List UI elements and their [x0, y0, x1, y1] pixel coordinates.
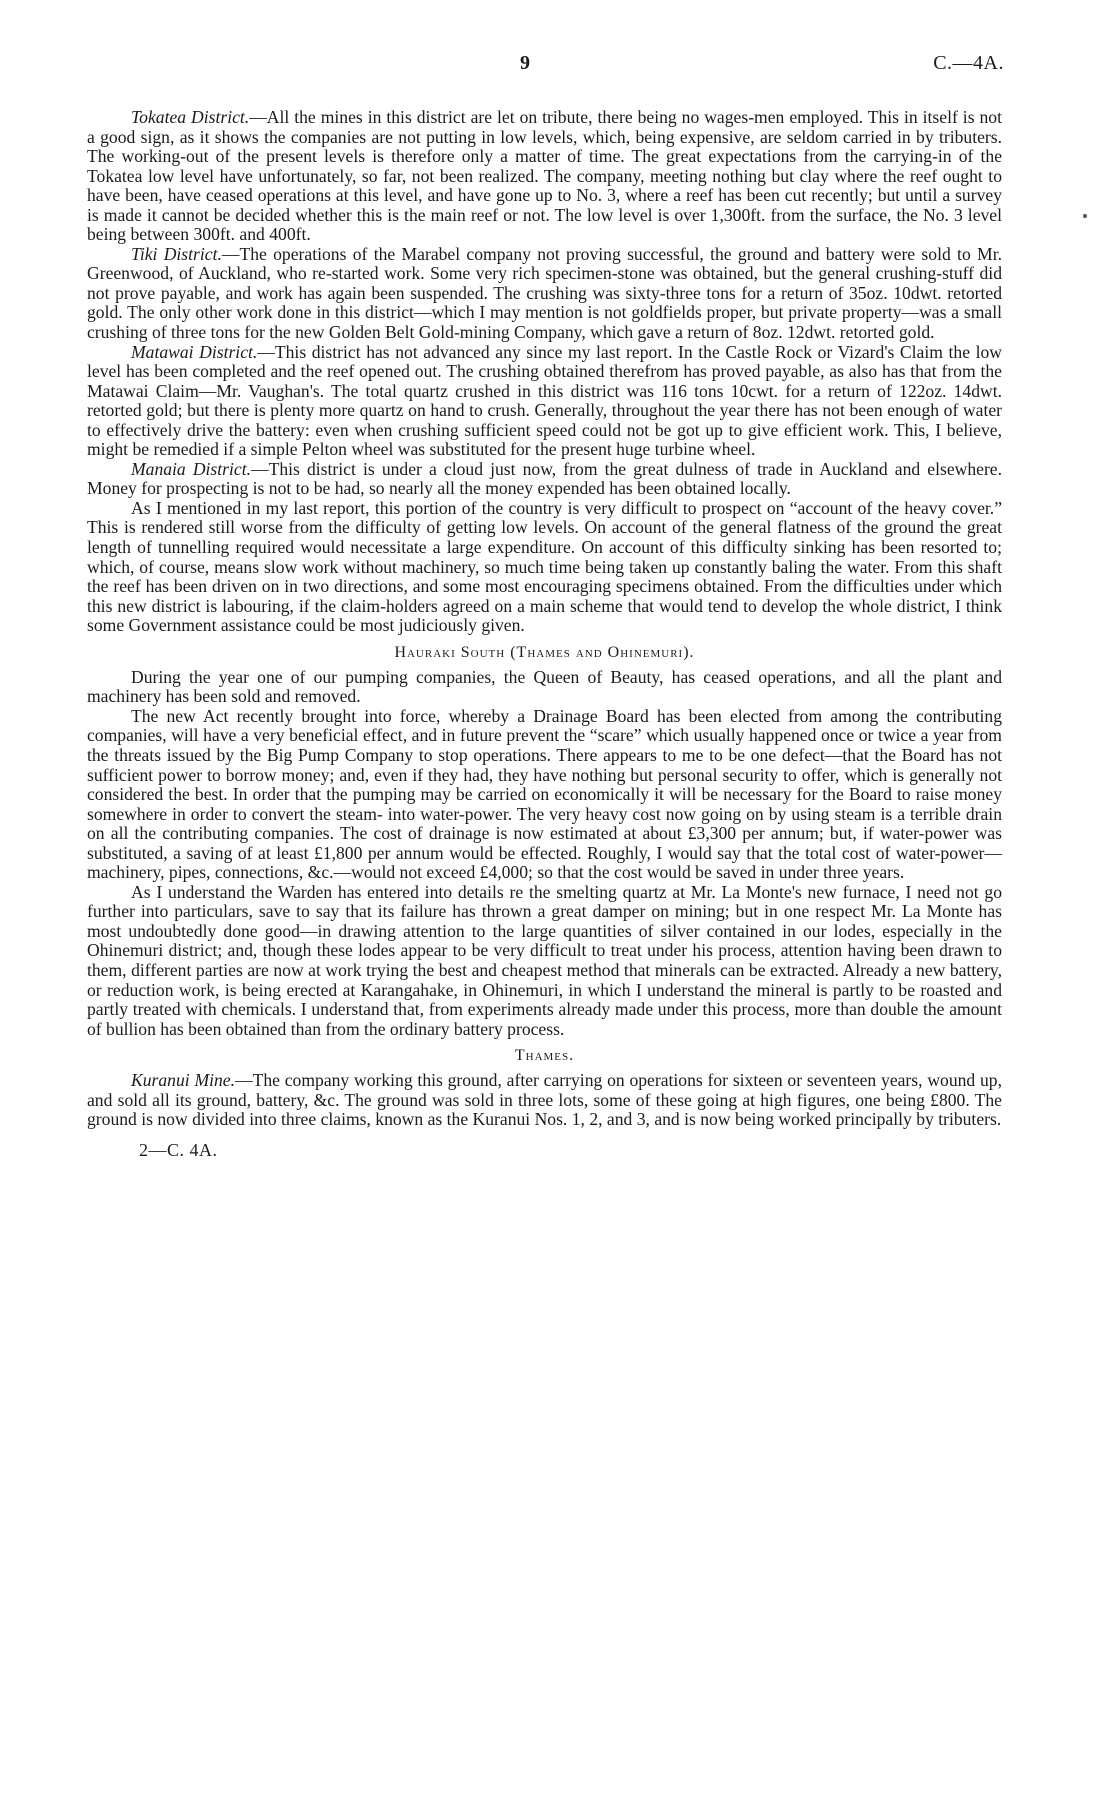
paragraph-text: —The company working this ground, after carrying on operations for sixteen or seventeen years, wound up, and sold all its ground, battery, &c. The ground was sold in three lots, some of these going at high figures, one being £800. The ground is now divided into three claims, known as the Kuranui Nos. 1, 2, and 3, and is now being worked principally by tributers. [87, 1070, 1002, 1130]
paragraph-matawai [87, 343, 1002, 460]
paragraph-la-monte [87, 883, 1002, 1039]
paragraph-lead: Manaia District. [131, 458, 252, 479]
paragraph-queen-of-beauty [87, 668, 1002, 707]
paragraph-tiki [87, 245, 1002, 343]
paragraph-lead: Kuranui Mine. [131, 1070, 235, 1091]
page-signature: 2—C. 4A. [139, 1139, 218, 1160]
page-header [0, 52, 1114, 82]
paragraph-drainage-board [87, 707, 1002, 883]
paragraph-kuranui [87, 1071, 1002, 1130]
document-reference: C.—4A. [933, 52, 1004, 74]
paragraph-manaia [87, 460, 1002, 499]
paragraph-text: —All the mines in this district are let on tribute, there being no wages-men employed. This in itself is not a good sign, as it shows the companies are not putting in low levels, which, being expensive, are seldom carried in by tributers. The working-out of the present levels is therefore only a matter of time. The great expectations from the carrying-in of the Tokatea low level have unfortunately, so far, not been realized. The company, meeting nothing but clay where the reef ought to have been, have ceased operations at this level, and have gone up to No. 3, where a reef has been cut recently; but until a survey is made it cannot be decided whether this is the main reef or not. The low level is over 1,300ft. from the surface, the No. 3 level being between 300ft. and 400ft. [87, 107, 1002, 245]
paragraph-text: —The operations of the Marabel company not proving successful, the ground and battery were sold to Mr. Greenwood, of Auckland, who re-started work. Some very rich specimen-stone was obtained, but the general crushing-stuff did not prove payable, and work has again been suspended. The crushing was sixty-three tons for a return of 35oz. 10dwt. retorted gold. The only other work done in this district—which I may mention is not goldfields proper, but private property—was a small crushing of three tons for the new Golden Belt Gold-mining Company, which gave a return of 8oz. 12dwt. retorted gold. [87, 243, 1002, 343]
paragraph-lead: Tokatea District. [131, 107, 250, 127]
paragraph-text: —This district has not advanced any since my last report. In the Castle Rock or Vizard's Claim the low level has been completed and the reef opened out. The crushing obtained therefrom has proved payable, as also has that from the Matawai Claim—Mr. Vaughan's. The total quartz crushed in this district was 116 tons 10cwt. for a return of 122oz. 14dwt. retorted gold; but there is plenty more quartz on hand to crush. Generally, throughout the year there has not been enough of water to effectively drive the battery: even when crushing sufficient speed could not be got up to give efficient work. This, I believe, might be remedied if a simple Pelton wheel was substituted for the present huge turbine wheel. [87, 341, 1002, 460]
paragraph-lead: Matawai District. [131, 341, 258, 362]
paragraph-text: The new Act recently brought into force, whereby a Drainage Board has been elected from among the contributing companies, will have a very beneficial effect, and in future prevent the “scare” which usually happened once or twice a year from the threats issued by the Big Pump Company to stop operations. There appears to me to be one defect—that the Board has not sufficient power to borrow money; and, even if they had, they have nothing but personal security to offer, which is generally not considered the best. In order that the pumping may be carried on economically it will be necessary for the Board to raise money somewhere in order to convert the steam- into water-power. The very heavy cost now going on by using steam is a terrible drain on all the contributing companies. The cost of drainage is now estimated at about £3,300 per annum; but, if water-power was substituted, a saving of at least £1,800 per annum would be effected. Roughly, I would say that the total cost of water-power—machinery, pipes, connections, &c.—would not exceed £4,000; so that the cost would be saved in under three years. [87, 705, 1002, 883]
paragraph-lead: Tiki District. [131, 243, 222, 264]
paragraph-text: —This district is under a cloud just now, from the great dulness of trade in Auckland and elsewhere. Money for prospecting is not to be had, so nearly all the money expended has been obtained locally. [87, 458, 1003, 499]
paragraph-text: As I mentioned in my last report, this portion of the country is very difficult to prospect on “account of the heavy cover.” This is rendered still worse from the difficulty of getting low levels. On account of the general flatness of the ground the great length of tunnelling required would necessitate a large expenditure. On account of this difficulty sinking has been resorted to; which, of course, means slow work without machinery, so much time being taken up constantly baling the water. From this shaft the reef has been driven on in two directions, and some most encouraging specimens obtained. From the difficulties under which this new district is labouring, if the claim-holders agreed on a main scheme that would tend to develop the whole district, I think some Government assistance could be most judiciously given. [87, 497, 1002, 636]
paragraph-tokatea [87, 108, 1002, 245]
page-number: 9 [520, 52, 530, 74]
document-body [87, 108, 1002, 1161]
paragraph-text: As I understand the Warden has entered into details re the smelting quartz at Mr. La Monte's new furnace, I need not go further into particulars, save to say that its failure has thrown a great damper on mining; but in one respect Mr. La Monte has most undoubtedly done good—in drawing attention to the large quantities of silver contained in our lodes, especially in the Ohinemuri district; and, though these lodes appear to be very difficult to treat under his process, attention having been drawn to them, different parties are now at work trying the best and cheapest method that minerals can be extracted. Already a new battery, or reduction work, is being erected at Karangahake, in Ohinemuri, in which I understand the mineral is partly to be roasted and partly treated with chemicals. I understand that, from experiments already made under this process, more than double the amount of bullion has been obtained than from the ordinary battery process. [87, 881, 1002, 1039]
paragraph-prospecting [87, 499, 1002, 636]
section-heading-thames: Thames. [514, 1047, 575, 1065]
margin-speck [1083, 214, 1087, 218]
paragraph-text: During the year one of our pumping companies, the Queen of Beauty, has ceased operations, and all the plant and machinery has been sold and removed. [87, 666, 1002, 707]
section-heading-hauraki-south: Hauraki South (Thames and Ohinemuri). [394, 643, 695, 661]
